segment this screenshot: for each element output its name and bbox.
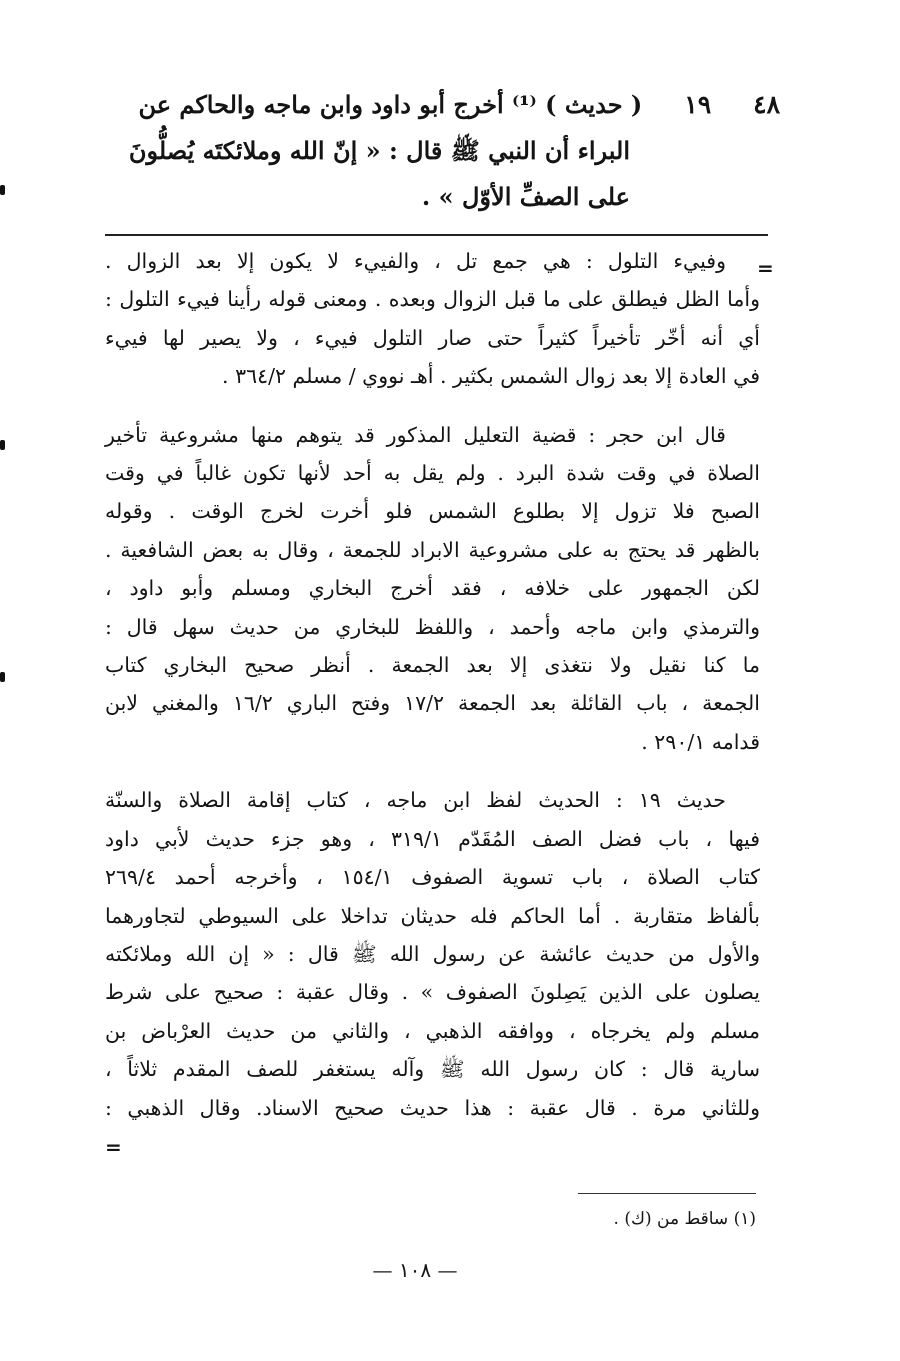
page-reference-number: ٤٨ bbox=[753, 90, 780, 119]
scan-margin-mark bbox=[0, 440, 5, 450]
hadith-line: ( حديث ) ⁽¹⁾ أخرج أبو داود وابن ماجه والحاكم عن bbox=[138, 90, 643, 119]
hadith-number: ١٩ bbox=[684, 90, 712, 119]
text-line: سارية قال : كان رسول الله ﷺ وآله يستغفر للصف المقدم ثلاثاً ، bbox=[105, 1057, 760, 1082]
text-line: الجمعة ، باب القائلة بعد الجمعة ١٧/٢ وفتح الباري ١٦/٢ والمغني لابن bbox=[105, 691, 760, 716]
footnote: (١) ساقط من (ك) . bbox=[613, 1209, 756, 1229]
hadith-line: البراء أن النبي ﷺ قال : « إنّ الله وملائكتَه يُصلُّونَ bbox=[128, 136, 630, 165]
separator-rule bbox=[105, 234, 768, 236]
text-line: وللثاني مرة . قال عقبة : هذا حديث صحيح الاسناد. وقال الذهبي : bbox=[105, 1095, 760, 1120]
continuation-mark: = bbox=[105, 1135, 122, 1159]
continuation-mark: = bbox=[757, 256, 774, 280]
text-line: مسلم ولم يخرجاه ، ووافقه الذهبي ، والثاني من حديث العرْباض بن bbox=[105, 1018, 760, 1043]
text-line: بالظهر قد يحتج به على مشروعية الابراد للجمعة ، وقال به بعض الشافعية . bbox=[105, 537, 760, 562]
text-line: حديث ١٩ : الحديث لفظ ابن ماجه ، كتاب إقامة الصلاة والسنّة bbox=[105, 788, 726, 813]
hadith-text bbox=[100, 82, 780, 220]
text-line: قال ابن حجر : قضية التعليل المذكور قد يتوهم منها مشروعية تأخير bbox=[105, 422, 726, 447]
scan-margin-mark bbox=[0, 185, 5, 195]
hadith-numbers bbox=[642, 90, 780, 119]
text-line: وأما الظل فيطلق على ما قبل الزوال وبعده . ومعنى قوله رأينا فييء التلول : bbox=[105, 287, 760, 312]
commentary-paragraph bbox=[105, 781, 760, 1127]
text-line: بألفاظ متقاربة . أما الحاكم فله حديثان تداخلا على السيوطي لتجاورهما bbox=[105, 903, 760, 928]
text-line: والأول من حديث عائشة عن رسول الله ﷺ قال : « إن الله وملائكته bbox=[105, 941, 760, 966]
text-line: ما كنا نقيل ولا نتغذى إلا بعد الجمعة . أنظر صحيح البخاري كتاب bbox=[105, 653, 760, 678]
footnote-rule bbox=[578, 1193, 756, 1194]
text-line: والترمذي وابن ماجه وأحمد ، واللفظ للبخاري من حديث سهل قال : bbox=[105, 614, 760, 639]
commentary-footnotes bbox=[105, 242, 760, 1147]
scan-margin-mark bbox=[0, 672, 5, 682]
text-line: في العادة إلا بعد زوال الشمس بكثير . أهـ نووي / مسلم ٣٦٤/٢ . bbox=[222, 364, 760, 389]
page-number: — ١٠٨ — bbox=[372, 1258, 458, 1282]
hadith-line: على الصفِّ الأوّل » . bbox=[421, 182, 630, 211]
commentary-paragraph bbox=[105, 416, 760, 762]
text-line: وفييء التلول : هي جمع تل ، والفييء لا يكون إلا بعد الزوال . bbox=[105, 249, 726, 273]
text-line: كتاب الصلاة ، باب تسوية الصفوف ١٥٤/١ ، وأخرجه أحمد ٢٦٩/٤ bbox=[105, 865, 761, 890]
text-line: الصلاة في وقت شدة البرد . ولم يقل به أحد لأنها تكون غالباً في وقت bbox=[105, 461, 760, 486]
text-line: الصبح فلا تزول إلا بطلوع الشمس فلو أخرت لخرج الوقت . وقوله bbox=[105, 499, 760, 524]
text-line: فيها ، باب فضل الصف المُقَدّم ٣١٩/١ ، وهو جزء حديث لأبي داود bbox=[105, 826, 760, 851]
commentary-paragraph bbox=[105, 242, 760, 396]
text-line: أي أنه أخّر تأخيراً كثيراً حتى صار التلول فييء ، ولا يصير لها فييء bbox=[105, 325, 760, 350]
text-line: يصلون على الذين يَصِلونَ الصفوف » . وقال عقبة : صحيح على شرط bbox=[105, 980, 760, 1005]
text-line: قدامه ٢٩٠/١ . bbox=[641, 729, 760, 754]
text-line: لكن الجمهور على خلافه ، فقد أخرج البخاري ومسلم وأبو داود ، bbox=[105, 576, 760, 601]
